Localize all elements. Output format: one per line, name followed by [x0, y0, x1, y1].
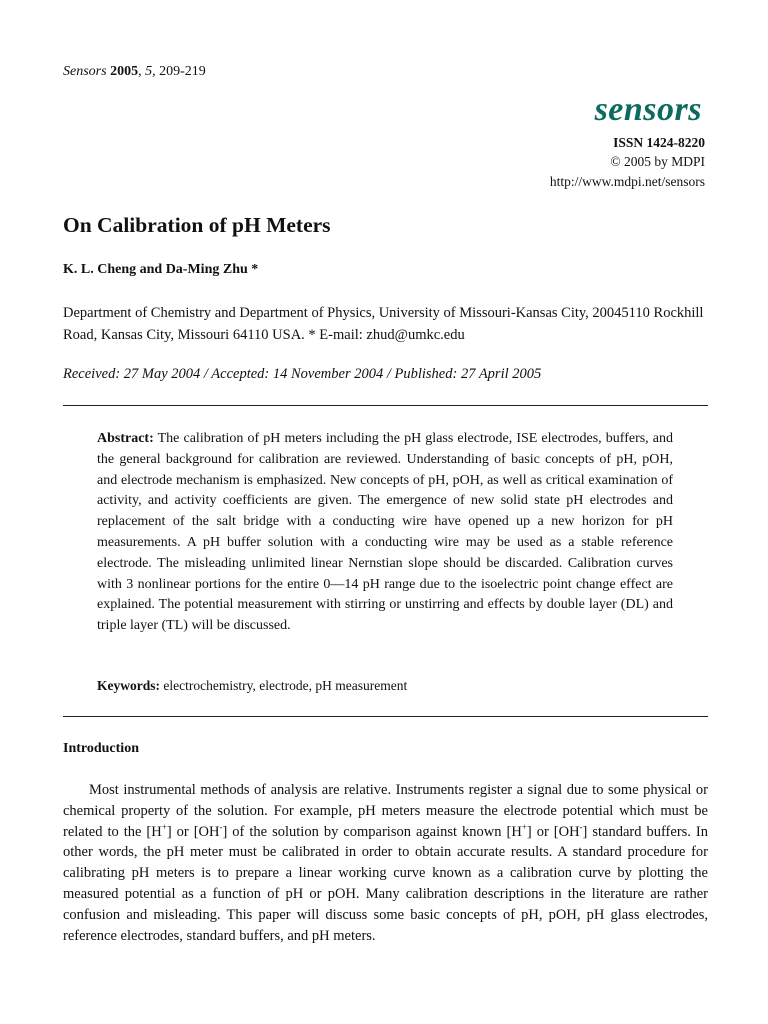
abstract-text: The calibration of pH meters including the pH glass electrode, ISE electrodes, buffers, and the general background for calibration are reviewed. Understanding of basic concepts of pH, pOH, and electrode mechanism is emphasized. New concepts of pH, pOH, as well as critical examination of activity, and activity coefficients are given. The emergence of new solid state pH electrodes and replacement of the salt bridge with a conducting wire have opened up a new horizon for pH measurements. A pH buffer solution with a conducting wire may be used as a stable reference electrode. The misleading unlimited linear Nernstian slope should be discarded. Calibration curves with 3 nonlinear portions for the entire 0—14 pH range due to the isoelectric point change effect are explained. The potential measurement with stirring or unstirring and effects by double layer (DL) and triple layer (TL) will be discussed.: [97, 431, 673, 634]
journal-citation: Sensors 2005, 5, 209-219: [63, 64, 206, 79]
abstract-bottom-rule: [63, 716, 708, 717]
section-heading-introduction: Introduction: [63, 741, 139, 756]
keywords: [97, 678, 407, 694]
journal-name: Sensors: [63, 64, 107, 79]
superscript-minus: -: [579, 821, 583, 832]
journal-url: http://www.mdpi.net/sensors: [549, 174, 705, 189]
abstract: [97, 429, 673, 637]
intro-text-part-4: ] or [OH: [526, 823, 580, 840]
keywords-text: electrochemistry, electrode, pH measurement: [163, 678, 408, 693]
superscript-minus: -: [219, 821, 223, 832]
keywords-label: Keywords:: [97, 678, 160, 693]
issn: ISSN 1424-8220: [613, 135, 705, 150]
intro-text-part-2: ] or [OH: [166, 823, 220, 840]
superscript-plus: +: [161, 821, 167, 832]
copyright: © 2005 by MDPI: [610, 154, 705, 169]
publication-dates: Received: 27 May 2004 / Accepted: 14 November 2004 / Published: 27 April 2005: [63, 366, 542, 382]
affiliation: Department of Chemistry and Department of Physics, University of Missouri-Kansas City, 20045110 Rockhill Road, Kansas City, Missouri 64110 USA. * E-mail: zhud@umkc.edu: [63, 305, 704, 343]
abstract-top-rule: [63, 405, 708, 406]
authors: K. L. Cheng and Da-Ming Zhu *: [63, 262, 259, 277]
volume-number: 5: [145, 64, 153, 79]
intro-text-part-3: ] of the solution by comparison against known [H: [222, 823, 522, 840]
intro-text-part-1: Most instrumental methods of analysis are relative. Instruments register a signal due to some physical or chemical property of the solution. For example, pH meters measure the electrode potential which must be related to the [H: [63, 782, 708, 840]
superscript-plus: +: [521, 821, 527, 832]
abstract-label: Abstract:: [97, 431, 154, 446]
journal-logo: sensors: [594, 91, 702, 128]
introduction-paragraph: [63, 780, 708, 946]
intro-text-part-5: ] standard buffers. In other words, the pH meter must be calibrated in order to obtain accurate results. A standard procedure for calibrating pH meters is to prepare a linear working curve known as a calibration curve by plotting the measured potential as a function of pH or pOH. Many calibration descriptions in the literature are rather confusion and misleading. This paper will discuss some basic concepts of pH, pOH, pH glass electrodes, reference electrodes, standard buffers, and pH meters.: [63, 823, 708, 944]
page-range: 209-219: [159, 64, 206, 79]
paper-title: On Calibration of pH Meters: [63, 213, 331, 237]
publication-year: 2005: [110, 64, 139, 79]
